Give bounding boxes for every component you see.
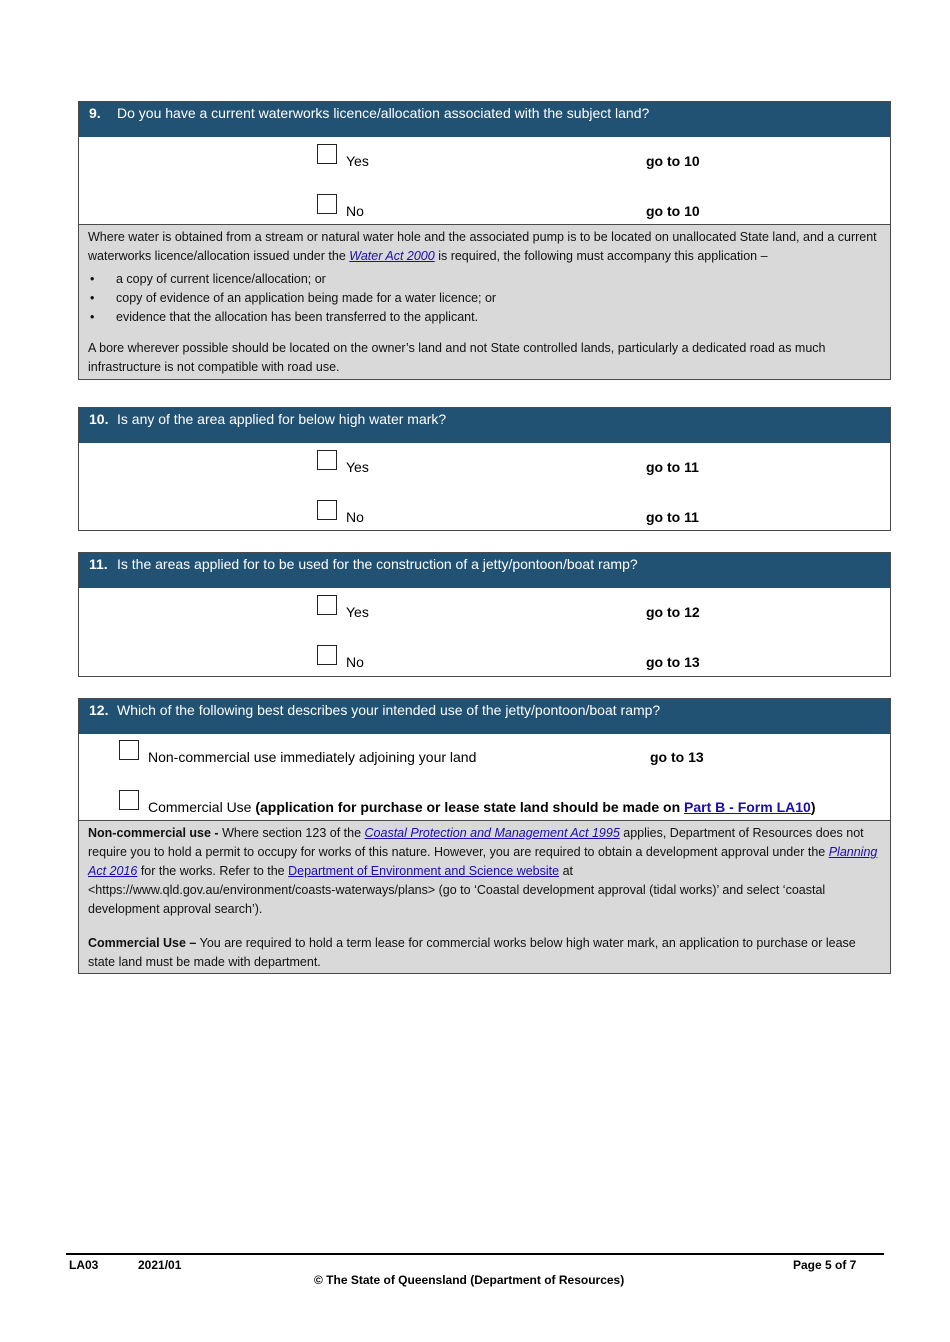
page-number: Page 5 of 7 bbox=[793, 1258, 857, 1272]
option-label: Non-commercial use immediately adjoining your land bbox=[148, 749, 477, 765]
non-commercial-note: Non-commercial use - Where section 123 of the Coastal Protection and Management Act 1995 applies, Department of Resources does not require you to hold a permit to occupy for works of this nature. However, you are required to obtain a development approval under the Planning Act 2016 for the works. Refer to the Department of Environment and Science website at <https://www.qld.gov.au/environment/coasts-waterways/plans> (go to ‘Coastal development approval (tidal works)’ and select ‘coastal development approval search’). bbox=[88, 826, 878, 916]
footer-divider bbox=[66, 1253, 884, 1255]
goto-label: go to 11 bbox=[646, 459, 699, 475]
goto-label: go to 10 bbox=[646, 203, 700, 219]
form-version: 2021/01 bbox=[138, 1258, 182, 1272]
option-no bbox=[79, 645, 890, 671]
note-intro: Where water is obtained from a stream or natural water hole and the associated pump is to be located on unallocated State land, and a current waterworks licence/allocation issued under the Water Act 2000 is required, the following must accompany this application – bbox=[88, 230, 877, 263]
question-10-options bbox=[79, 443, 890, 530]
copyright: © The State of Queensland (Department of Resources) bbox=[314, 1273, 625, 1287]
question-number: 9. bbox=[89, 105, 101, 121]
commercial-checkbox[interactable] bbox=[119, 790, 139, 810]
question-11-section bbox=[78, 552, 891, 677]
goto-label: go to 11 bbox=[646, 509, 699, 525]
yes-checkbox[interactable] bbox=[317, 450, 337, 470]
part-b-form-link[interactable]: Part B - Form LA10 bbox=[684, 799, 811, 815]
option-label: No bbox=[346, 654, 364, 670]
question-number: 12. bbox=[89, 702, 109, 718]
list-item: • a copy of current licence/allocation; or bbox=[88, 270, 881, 289]
non-commercial-checkbox[interactable] bbox=[119, 740, 139, 760]
option-no bbox=[79, 194, 890, 220]
option-non-commercial bbox=[79, 740, 890, 766]
option-yes bbox=[79, 595, 890, 621]
question-text: Which of the following best describes your intended use of the jetty/pontoon/boat ramp? bbox=[117, 702, 661, 718]
question-11-header bbox=[79, 553, 890, 588]
goto-label: go to 12 bbox=[646, 604, 700, 620]
question-text: Is the areas applied for to be used for the construction of a jetty/pontoon/boat ramp? bbox=[117, 556, 638, 572]
question-text: Do you have a current waterworks licence/allocation associated with the subject land? bbox=[117, 105, 650, 121]
question-9-section bbox=[78, 101, 891, 380]
question-10-header bbox=[79, 408, 890, 443]
requirements-list bbox=[88, 270, 881, 327]
question-12-header bbox=[79, 699, 890, 734]
option-yes bbox=[79, 450, 890, 476]
question-11-options bbox=[79, 588, 890, 676]
goto-label: go to 13 bbox=[650, 749, 704, 765]
option-label: Yes bbox=[346, 153, 369, 169]
option-label: No bbox=[346, 203, 364, 219]
question-12-options bbox=[79, 734, 890, 820]
question-number: 11. bbox=[89, 556, 108, 572]
bore-note: A bore wherever possible should be located on the owner’s land and not State controlled lands, particularly a dedicated road as much infrastructure is not compatible with road use. bbox=[88, 341, 826, 374]
option-commercial bbox=[79, 790, 890, 816]
question-number: 10. bbox=[89, 411, 109, 427]
question-9-note bbox=[79, 224, 890, 379]
commercial-note: Commercial Use – You are required to hold a term lease for commercial works below high water mark, an application to purchase or lease state land must be made with department. bbox=[88, 936, 856, 969]
list-item: • copy of evidence of an application being made for a water licence; or bbox=[88, 289, 881, 308]
option-label: No bbox=[346, 509, 364, 525]
option-label: Yes bbox=[346, 604, 369, 620]
yes-checkbox[interactable] bbox=[317, 595, 337, 615]
water-act-link[interactable]: Water Act 2000 bbox=[349, 249, 435, 263]
planning-act-link[interactable]: Planning Act 2016 bbox=[88, 845, 878, 878]
des-website-link[interactable]: Department of Environment and Science website bbox=[288, 864, 560, 878]
form-code: LA03 bbox=[69, 1258, 99, 1272]
no-checkbox[interactable] bbox=[317, 645, 337, 665]
list-item: • evidence that the allocation has been transferred to the applicant. bbox=[88, 308, 881, 327]
question-12-section bbox=[78, 698, 891, 974]
question-9-header bbox=[79, 102, 890, 137]
question-9-options bbox=[79, 137, 890, 224]
question-10-section bbox=[78, 407, 891, 531]
question-text: Is any of the area applied for below high water mark? bbox=[117, 411, 447, 427]
no-checkbox[interactable] bbox=[317, 500, 337, 520]
goto-label: go to 10 bbox=[646, 153, 700, 169]
option-yes bbox=[79, 144, 890, 170]
goto-label: go to 13 bbox=[646, 654, 700, 670]
coastal-act-link[interactable]: Coastal Protection and Management Act 1995 bbox=[364, 826, 620, 840]
option-label: Commercial Use (application for purchase or lease state land should be made on Part B - Form LA10) bbox=[148, 799, 816, 815]
option-no bbox=[79, 500, 890, 526]
option-label: Yes bbox=[346, 459, 369, 475]
no-checkbox[interactable] bbox=[317, 194, 337, 214]
yes-checkbox[interactable] bbox=[317, 144, 337, 164]
question-12-note bbox=[79, 820, 890, 973]
